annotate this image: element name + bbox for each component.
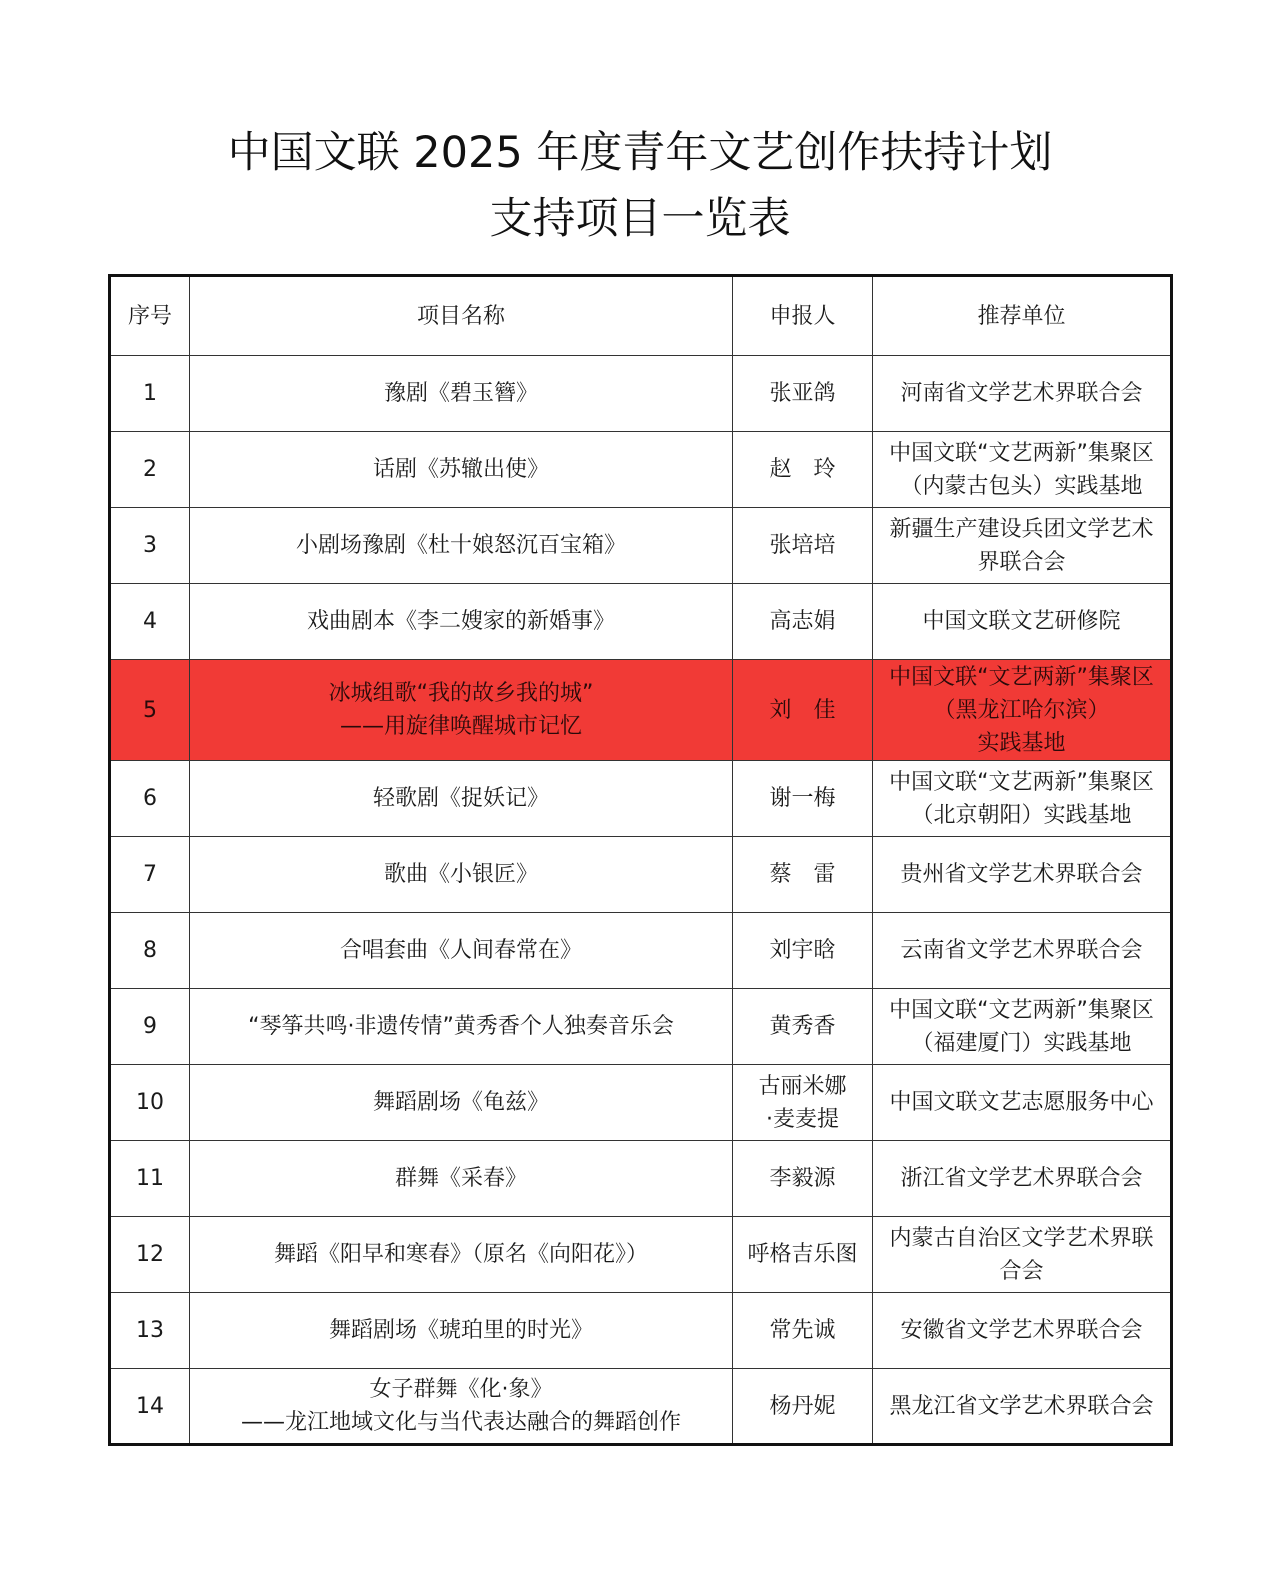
- cell-project-name: 舞蹈《阳早和寒春》（原名《向阳花》）: [190, 1217, 733, 1293]
- cell-recommending-unit: 浙江省文学艺术界联合会: [873, 1141, 1172, 1217]
- cell-applicant: 高志娟: [733, 584, 873, 660]
- cell-applicant: 蔡 雷: [733, 837, 873, 913]
- table-row: [110, 1217, 1172, 1293]
- table-body: [110, 356, 1172, 1445]
- cell-applicant: 呼格吉乐图: [733, 1217, 873, 1293]
- cell-recommending-unit: 中国文联文艺研修院: [873, 584, 1172, 660]
- cell-index: 12: [110, 1217, 190, 1293]
- header-project-name: 项目名称: [190, 276, 733, 356]
- cell-project-name: 舞蹈剧场《龟兹》: [190, 1065, 733, 1141]
- cell-recommending-unit: 中国文联“文艺两新”集聚区 （北京朝阳）实践基地: [873, 761, 1172, 837]
- cell-project-name: 轻歌剧《捉妖记》: [190, 761, 733, 837]
- cell-recommending-unit: 中国文联文艺志愿服务中心: [873, 1065, 1172, 1141]
- cell-recommending-unit: 安徽省文学艺术界联合会: [873, 1293, 1172, 1369]
- cell-project-name: 小剧场豫剧《杜十娘怒沉百宝箱》: [190, 508, 733, 584]
- cell-index: 7: [110, 837, 190, 913]
- table-row: [110, 1369, 1172, 1445]
- table-row: [110, 989, 1172, 1065]
- cell-applicant: 古丽米娜 ·麦麦提: [733, 1065, 873, 1141]
- cell-index: 4: [110, 584, 190, 660]
- cell-project-name: 豫剧《碧玉簪》: [190, 356, 733, 432]
- cell-recommending-unit: 黑龙江省文学艺术界联合会: [873, 1369, 1172, 1445]
- project-table: [108, 274, 1173, 1446]
- cell-applicant: 常先诚: [733, 1293, 873, 1369]
- cell-index: 13: [110, 1293, 190, 1369]
- cell-project-name: 戏曲剧本《李二嫂家的新婚事》: [190, 584, 733, 660]
- cell-index: 11: [110, 1141, 190, 1217]
- table-row: [110, 508, 1172, 584]
- cell-recommending-unit: 中国文联“文艺两新”集聚区 （福建厦门）实践基地: [873, 989, 1172, 1065]
- cell-project-name: 话剧《苏辙出使》: [190, 432, 733, 508]
- cell-index: 5: [110, 660, 190, 761]
- table-row: [110, 584, 1172, 660]
- cell-recommending-unit: 内蒙古自治区文学艺术界联 合会: [873, 1217, 1172, 1293]
- cell-applicant: 李毅源: [733, 1141, 873, 1217]
- table-row: [110, 761, 1172, 837]
- table-row: [110, 913, 1172, 989]
- cell-recommending-unit: 贵州省文学艺术界联合会: [873, 837, 1172, 913]
- cell-project-name: 歌曲《小银匠》: [190, 837, 733, 913]
- cell-index: 6: [110, 761, 190, 837]
- cell-recommending-unit: 中国文联“文艺两新”集聚区 （黑龙江哈尔滨） 实践基地: [873, 660, 1172, 761]
- title-line-2: 支持项目一览表: [489, 194, 791, 244]
- cell-index: 1: [110, 356, 190, 432]
- table-row: [110, 660, 1172, 761]
- table-row: [110, 837, 1172, 913]
- cell-recommending-unit: 新疆生产建设兵团文学艺术 界联合会: [873, 508, 1172, 584]
- cell-project-name: 群舞《采春》: [190, 1141, 733, 1217]
- cell-recommending-unit: 河南省文学艺术界联合会: [873, 356, 1172, 432]
- cell-project-name: 合唱套曲《人间春常在》: [190, 913, 733, 989]
- document-title: [0, 120, 1280, 252]
- cell-project-name: 舞蹈剧场《琥珀里的时光》: [190, 1293, 733, 1369]
- cell-index: 14: [110, 1369, 190, 1445]
- cell-recommending-unit: 云南省文学艺术界联合会: [873, 913, 1172, 989]
- cell-index: 2: [110, 432, 190, 508]
- cell-index: 3: [110, 508, 190, 584]
- cell-project-name: 冰城组歌“我的故乡我的城” ——用旋律唤醒城市记忆: [190, 660, 733, 761]
- cell-applicant: 杨丹妮: [733, 1369, 873, 1445]
- table-row: [110, 1141, 1172, 1217]
- cell-project-name: “琴筝共鸣·非遗传情”黄秀香个人独奏音乐会: [190, 989, 733, 1065]
- header-applicant: 申报人: [733, 276, 873, 356]
- cell-applicant: 刘 佳: [733, 660, 873, 761]
- cell-applicant: 谢一梅: [733, 761, 873, 837]
- cell-index: 10: [110, 1065, 190, 1141]
- table-row: [110, 1065, 1172, 1141]
- cell-index: 9: [110, 989, 190, 1065]
- table-header-row: [110, 276, 1172, 356]
- table-row: [110, 432, 1172, 508]
- title-line-1: 中国文联 2025 年度青年文艺创作扶持计划: [227, 128, 1053, 178]
- cell-applicant: 张亚鸽: [733, 356, 873, 432]
- cell-recommending-unit: 中国文联“文艺两新”集聚区 （内蒙古包头）实践基地: [873, 432, 1172, 508]
- cell-applicant: 赵 玲: [733, 432, 873, 508]
- table-row: [110, 1293, 1172, 1369]
- header-recommending-unit: 推荐单位: [873, 276, 1172, 356]
- cell-index: 8: [110, 913, 190, 989]
- cell-applicant: 张培培: [733, 508, 873, 584]
- cell-applicant: 刘宇晗: [733, 913, 873, 989]
- table-row: [110, 356, 1172, 432]
- cell-applicant: 黄秀香: [733, 989, 873, 1065]
- cell-project-name: 女子群舞《化·象》 ——龙江地域文化与当代表达融合的舞蹈创作: [190, 1369, 733, 1445]
- header-index: 序号: [110, 276, 190, 356]
